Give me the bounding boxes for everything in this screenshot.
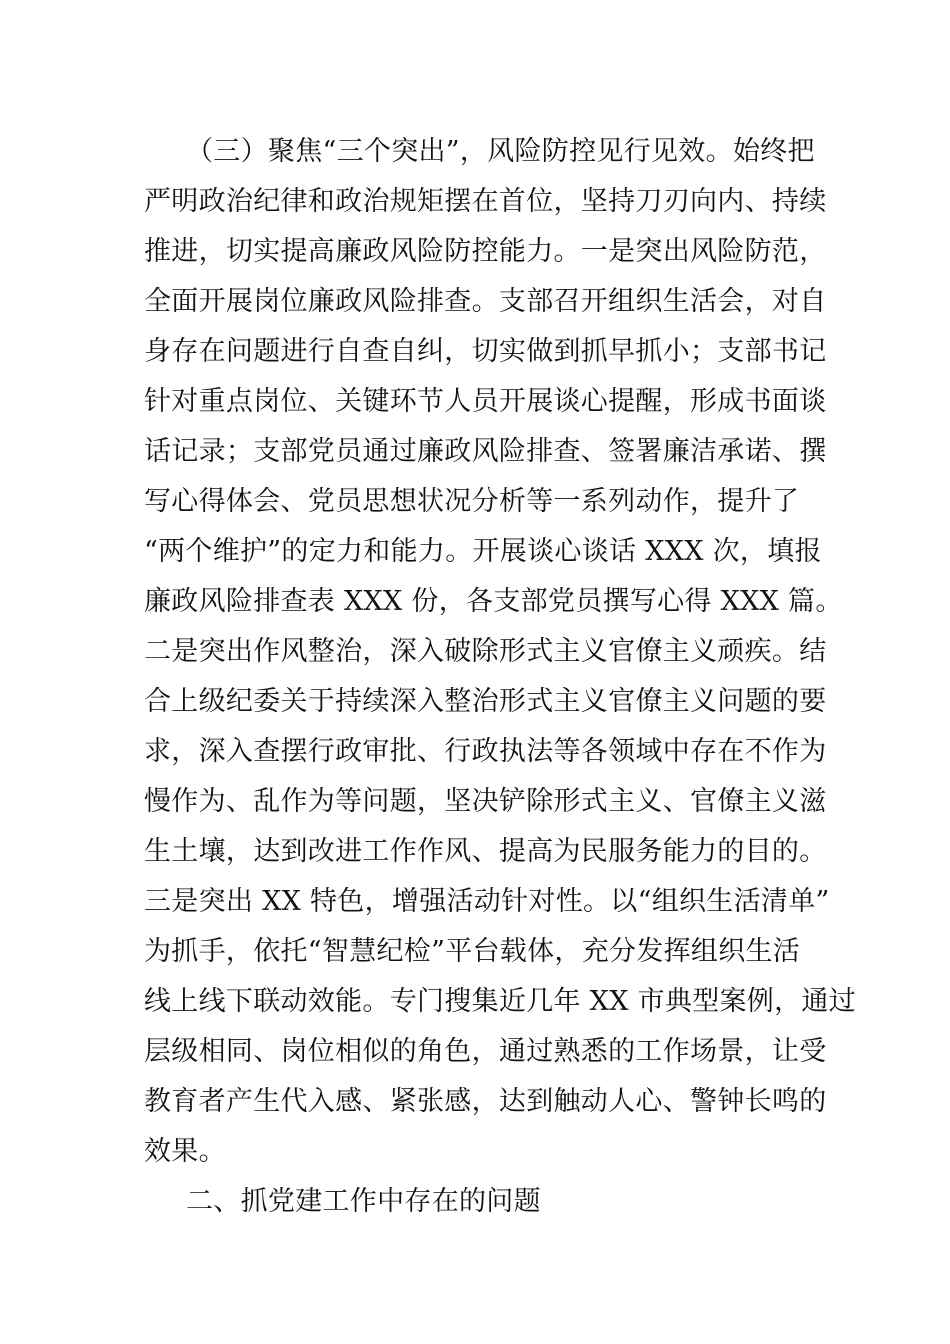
paragraph-line-6: 针对重点岗位、关键环节人员开展谈心提醒，形成书面谈 <box>144 386 827 417</box>
paragraph-line-5: 身存在问题进行自查自纠，切实做到抓早抓小；支部书记 <box>144 336 827 367</box>
paragraph-line-10: 廉政风险排查表 XXX 份，各支部党员撰写心得 XXX 篇。 <box>144 586 843 617</box>
paragraph-line-20: 教育者产生代入感、紧张感，达到触动人心、警钟长鸣的 <box>144 1086 827 1117</box>
paragraph-line-7: 话记录；支部党员通过廉政风险排查、签署廉洁承诺、撰 <box>144 436 827 467</box>
paragraph-line-9: “两个维护”的定力和能力。开展谈心谈话 XXX 次，填报 <box>144 536 822 567</box>
section-heading: 二、抓党建工作中存在的问题 <box>186 1186 541 1217</box>
paragraph-line-15: 生土壤，达到改进工作作风、提高为民服务能力的目的。 <box>144 836 827 867</box>
paragraph-line-16: 三是突出 XX 特色，增强活动针对性。以“组织生活清单” <box>144 886 830 917</box>
paragraph-line-14: 慢作为、乱作为等问题，坚决铲除形式主义、官僚主义滋 <box>144 786 827 817</box>
paragraph-line-12: 合上级纪委关于持续深入整治形式主义官僚主义问题的要 <box>144 686 827 717</box>
paragraph-line-4: 全面开展岗位廉政风险排查。支部召开组织生活会，对自 <box>144 286 827 317</box>
paragraph-line-13: 求，深入查摆行政审批、行政执法等各领域中存在不作为 <box>144 736 827 767</box>
paragraph-line-17: 为抓手，依托“智慧纪检”平台载体，充分发挥组织生活 <box>144 936 801 967</box>
paragraph-line-19: 层级相同、岗位相似的角色，通过熟悉的工作场景，让受 <box>144 1036 827 1067</box>
paragraph-line-11: 二是突出作风整治，深入破除形式主义官僚主义顽疾。结 <box>144 636 827 667</box>
paragraph-line-2: 严明政治纪律和政治规矩摆在首位，坚持刀刃向内、持续 <box>144 186 827 217</box>
paragraph-line-21: 效果。 <box>144 1136 226 1167</box>
paragraph-line-1: （三）聚焦“三个突出”，风险防控见行见效。始终把 <box>186 136 815 167</box>
paragraph-line-8: 写心得体会、党员思想状况分析等一系列动作，提升了 <box>144 486 800 517</box>
paragraph-line-18: 线上线下联动效能。专门搜集近几年 XX 市典型案例，通过 <box>144 986 857 1017</box>
paragraph-line-3: 推进，切实提高廉政风险防控能力。一是突出风险防范， <box>144 236 827 267</box>
